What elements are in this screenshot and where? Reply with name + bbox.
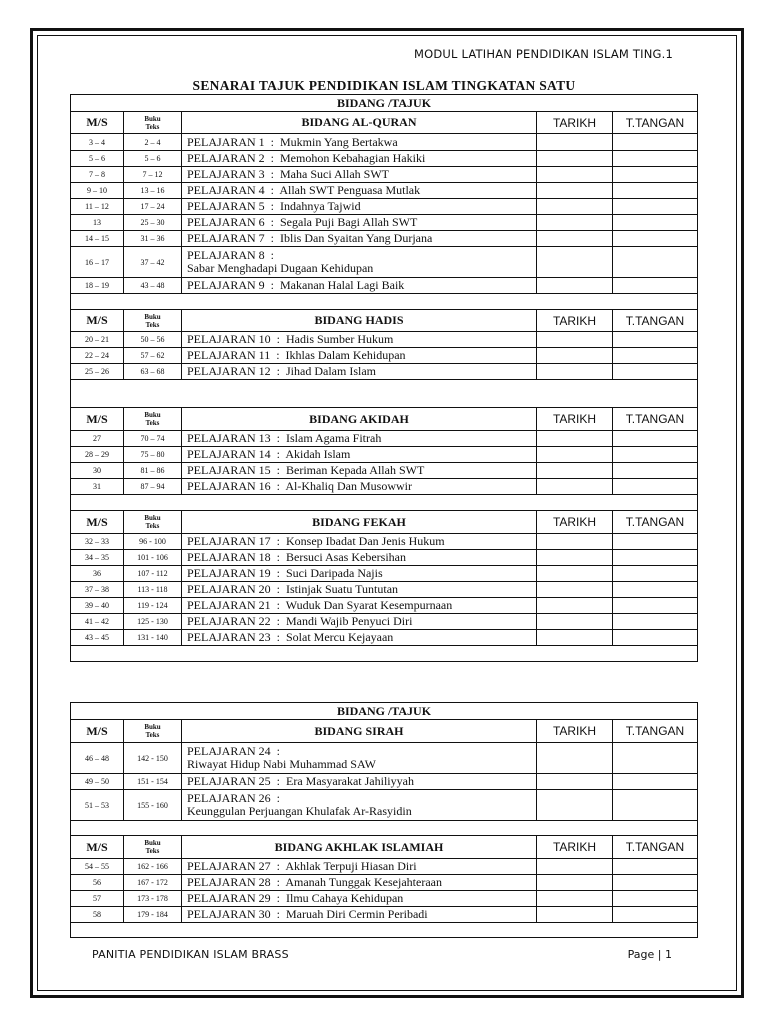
lesson-cell: PELAJARAN 14 : Akidah Islam: [181, 447, 536, 462]
buku-teks-header: [123, 310, 181, 331]
ms-cell: 34 – 35: [85, 553, 109, 562]
teks-label: Teks: [145, 419, 160, 427]
ms-cell: 39 – 40: [85, 601, 109, 610]
buku-cell: 173 - 178: [123, 891, 181, 906]
table-row: [71, 347, 697, 363]
spacer-row: [71, 293, 697, 309]
ttangan-cell: [612, 479, 697, 494]
ttangan-cell: [612, 875, 697, 890]
table-row: [71, 198, 697, 214]
lesson-cell: PELAJARAN 17 : Konsep Ibadat Dan Jenis Hukum: [181, 534, 536, 549]
ttangan-cell: [612, 630, 697, 645]
buku-label: Buku: [144, 312, 161, 321]
blank-cell: [71, 495, 697, 510]
section-title: BIDANG AKHLAK ISLAMIAH: [181, 836, 536, 858]
ttangan-cell: [612, 151, 697, 166]
ttangan-header: T.TANGAN: [612, 511, 697, 533]
section-header-row: [71, 510, 697, 533]
tarikh-cell: [536, 364, 612, 379]
tarikh-header: TARIKH: [536, 511, 612, 533]
ttangan-cell: [612, 278, 697, 293]
ms-cell: 3 – 4: [89, 137, 105, 147]
blank-cell: [71, 380, 697, 407]
ms-cell: 9 – 10: [87, 186, 107, 195]
buku-cell: 101 - 106: [123, 550, 181, 565]
lesson-cell: PELAJARAN 6 : Segala Puji Bagi Allah SWT: [181, 215, 536, 230]
lesson-cell: PELAJARAN 5 : Indahnya Tajwid: [181, 199, 536, 214]
section-title: BIDANG AL-QURAN: [181, 112, 536, 133]
buku-cell: 81 – 86: [123, 463, 181, 478]
buku-cell: 37 – 42: [123, 247, 181, 277]
lesson-cell: PELAJARAN 7 : Iblis Dan Syaitan Yang Durjana: [181, 231, 536, 246]
ms-cell: 56: [93, 878, 101, 887]
ms-cell: 37 – 38: [85, 585, 109, 594]
lesson-line-2: Keunggulan Perjuangan Khulafak Ar-Rasyidin: [187, 804, 412, 818]
lesson-line-2: Sabar Menghadapi Dugaan Kehidupan: [187, 261, 374, 275]
ms-cell: 32 – 33: [85, 537, 109, 546]
topic-table-1: [70, 94, 698, 662]
lesson-cell: PELAJARAN 16 : Al-Khaliq Dan Musowwir: [181, 479, 536, 494]
lesson-line-1: PELAJARAN 8 :: [187, 248, 275, 262]
module-header: MODUL LATIHAN PENDIDIKAN ISLAM TING.1: [413, 47, 673, 61]
tarikh-header: TARIKH: [536, 720, 612, 742]
table-row: [71, 629, 697, 645]
tarikh-cell: [536, 907, 612, 922]
lesson-cell: PELAJARAN 2 : Memohon Kebahagian Hakiki: [181, 151, 536, 166]
ttangan-cell: [612, 364, 697, 379]
ttangan-cell: [612, 891, 697, 906]
ttangan-cell: [612, 183, 697, 198]
tarikh-cell: [536, 550, 612, 565]
buku-cell: 119 - 124: [123, 598, 181, 613]
buku-cell: 131 - 140: [123, 630, 181, 645]
section-title: BIDANG AKIDAH: [181, 408, 536, 430]
lesson-cell: PELAJARAN 21 : Wuduk Dan Syarat Kesempurnaan: [181, 598, 536, 613]
tarikh-cell: [536, 348, 612, 363]
buku-label: Buku: [144, 839, 161, 847]
table-row: [71, 565, 697, 581]
ttangan-cell: [612, 566, 697, 581]
ms-cell: 18 – 19: [85, 281, 109, 290]
teks-label: Teks: [145, 847, 160, 855]
buku-label: Buku: [144, 114, 161, 123]
table-row: [71, 773, 697, 789]
section-header-row: [71, 111, 697, 133]
ms-cell: 46 – 48: [85, 753, 109, 763]
section-title: BIDANG HADIS: [181, 310, 536, 331]
ttangan-cell: [612, 774, 697, 789]
buku-cell: 167 - 172: [123, 875, 181, 890]
lesson-cell: [181, 247, 536, 277]
buku-teks-header: [123, 836, 181, 858]
lesson-cell: PELAJARAN 10 : Hadis Sumber Hukum: [181, 332, 536, 347]
ms-cell: 20 – 21: [85, 335, 109, 344]
ms-cell: 41 – 42: [85, 617, 109, 626]
buku-cell: 70 – 74: [123, 431, 181, 446]
ttangan-header: T.TANGAN: [612, 836, 697, 858]
spacer-row: [71, 379, 697, 407]
ttangan-cell: [612, 134, 697, 150]
table-row: [71, 363, 697, 379]
ttangan-cell: [612, 332, 697, 347]
tarikh-cell: [536, 199, 612, 214]
buku-cell: 125 - 130: [123, 614, 181, 629]
buku-teks-header: [123, 408, 181, 430]
lesson-cell: PELAJARAN 12 : Jihad Dalam Islam: [181, 364, 536, 379]
ms-header: M/S: [86, 723, 108, 738]
spacer-row: [71, 645, 697, 661]
footer-page-number: Page | 1: [627, 948, 672, 961]
ms-cell: 31: [93, 482, 101, 491]
ttangan-cell: [612, 743, 697, 773]
ms-cell: 54 – 55: [85, 862, 109, 871]
lesson-cell: [181, 790, 536, 820]
table-row: [71, 533, 697, 549]
buku-cell: 43 – 48: [123, 278, 181, 293]
lesson-cell: PELAJARAN 30 : Maruah Diri Cermin Peribadi: [181, 907, 536, 922]
buku-label: Buku: [144, 514, 161, 522]
ms-cell: 36: [93, 569, 101, 578]
tarikh-header: TARIKH: [536, 310, 612, 331]
table-row: [71, 613, 697, 629]
tarikh-cell: [536, 231, 612, 246]
table-row: [71, 133, 697, 150]
tarikh-cell: [536, 891, 612, 906]
buku-cell: 96 - 100: [123, 534, 181, 549]
buku-cell: 162 - 166: [123, 859, 181, 874]
footer-panel-name: PANITIA PENDIDIKAN ISLAM BRASS: [92, 948, 289, 961]
ms-cell: 16 – 17: [85, 257, 109, 267]
lesson-cell: PELAJARAN 4 : Allah SWT Penguasa Mutlak: [181, 183, 536, 198]
ttangan-header: T.TANGAN: [612, 112, 697, 133]
ttangan-cell: [612, 231, 697, 246]
ms-cell: 11 – 12: [85, 202, 109, 211]
ttangan-header: T.TANGAN: [612, 720, 697, 742]
ttangan-cell: [612, 790, 697, 820]
tarikh-header: TARIKH: [536, 836, 612, 858]
ttangan-cell: [612, 582, 697, 597]
table-row: [71, 478, 697, 494]
tarikh-cell: [536, 151, 612, 166]
table-row: [71, 581, 697, 597]
table-row: [71, 277, 697, 293]
ms-cell: 57: [93, 894, 101, 903]
tarikh-cell: [536, 790, 612, 820]
ttangan-cell: [612, 550, 697, 565]
table-row: [71, 166, 697, 182]
buku-cell: 2 – 4: [123, 134, 181, 150]
section-title: BIDANG SIRAH: [181, 720, 536, 742]
tarikh-cell: [536, 447, 612, 462]
tarikh-cell: [536, 183, 612, 198]
table-row: [71, 246, 697, 277]
ttangan-cell: [612, 614, 697, 629]
bidang-tajuk-row: [71, 703, 697, 719]
lesson-line-1: PELAJARAN 26 :: [187, 791, 281, 805]
ttangan-cell: [612, 199, 697, 214]
lesson-cell: PELAJARAN 19 : Suci Daripada Najis: [181, 566, 536, 581]
lesson-line-2: Riwayat Hidup Nabi Muhammad SAW: [187, 757, 377, 771]
buku-cell: 5 – 6: [123, 151, 181, 166]
tarikh-cell: [536, 598, 612, 613]
buku-teks-header: [123, 720, 181, 742]
tarikh-cell: [536, 743, 612, 773]
tarikh-header: TARIKH: [536, 112, 612, 133]
buku-cell: 113 - 118: [123, 582, 181, 597]
buku-cell: 7 – 12: [123, 167, 181, 182]
tarikh-cell: [536, 134, 612, 150]
tarikh-cell: [536, 215, 612, 230]
table-row: [71, 906, 697, 922]
lesson-cell: PELAJARAN 28 : Amanah Tunggak Kesejahteraan: [181, 875, 536, 890]
ms-cell: 14 – 15: [85, 234, 109, 243]
lesson-cell: PELAJARAN 18 : Bersuci Asas Kebersihan: [181, 550, 536, 565]
buku-cell: 155 - 160: [123, 790, 181, 820]
table-row: [71, 742, 697, 773]
lesson-cell: PELAJARAN 11 : Ikhlas Dalam Kehidupan: [181, 348, 536, 363]
lesson-cell: PELAJARAN 29 : Ilmu Cahaya Kehidupan: [181, 891, 536, 906]
table-row: [71, 331, 697, 347]
ttangan-cell: [612, 348, 697, 363]
spacer-row: [71, 922, 697, 937]
buku-teks-header: [123, 511, 181, 533]
buku-cell: 75 – 80: [123, 447, 181, 462]
ttangan-cell: [612, 907, 697, 922]
section-header-row: [71, 309, 697, 331]
tarikh-cell: [536, 582, 612, 597]
buku-cell: 151 - 154: [123, 774, 181, 789]
lesson-cell: PELAJARAN 9 : Makanan Halal Lagi Baik: [181, 278, 536, 293]
table-row: [71, 462, 697, 478]
lesson-cell: PELAJARAN 22 : Mandi Wajib Penyuci Diri: [181, 614, 536, 629]
ms-cell: 7 – 8: [89, 170, 105, 179]
teks-label: Teks: [145, 320, 160, 329]
lesson-cell: PELAJARAN 13 : Islam Agama Fitrah: [181, 431, 536, 446]
ttangan-header: T.TANGAN: [612, 310, 697, 331]
ms-cell: 58: [93, 910, 101, 919]
buku-cell: 63 – 68: [123, 364, 181, 379]
tarikh-cell: [536, 167, 612, 182]
ms-cell: 49 – 50: [85, 777, 109, 786]
ttangan-cell: [612, 431, 697, 446]
table-row: [71, 874, 697, 890]
ms-cell: 43 – 45: [85, 633, 109, 642]
section-header-row: [71, 835, 697, 858]
ms-cell: 30: [93, 466, 101, 475]
ms-header: M/S: [86, 313, 108, 327]
table-row: [71, 597, 697, 613]
lesson-cell: PELAJARAN 23 : Solat Mercu Kejayaan: [181, 630, 536, 645]
tarikh-cell: [536, 247, 612, 277]
buku-cell: 13 – 16: [123, 183, 181, 198]
table-row: [71, 430, 697, 446]
tarikh-cell: [536, 463, 612, 478]
buku-cell: 31 – 36: [123, 231, 181, 246]
spacer-row: [71, 494, 697, 510]
teks-label: Teks: [145, 522, 160, 530]
table-row: [71, 230, 697, 246]
buku-teks-header: [123, 112, 181, 133]
lesson-cell: PELAJARAN 15 : Beriman Kepada Allah SWT: [181, 463, 536, 478]
table-row: [71, 549, 697, 565]
lesson-cell: PELAJARAN 25 : Era Masyarakat Jahiliyyah: [181, 774, 536, 789]
tarikh-header: TARIKH: [536, 408, 612, 430]
buku-cell: 87 – 94: [123, 479, 181, 494]
section-header-row: [71, 407, 697, 430]
table-row: [71, 789, 697, 820]
tarikh-cell: [536, 431, 612, 446]
ttangan-cell: [612, 167, 697, 182]
table-row: [71, 890, 697, 906]
ttangan-cell: [612, 534, 697, 549]
buku-label: Buku: [144, 723, 161, 731]
ms-cell: 27: [93, 434, 101, 443]
ms-header: M/S: [86, 839, 108, 854]
ttangan-cell: [612, 447, 697, 462]
lesson-cell: PELAJARAN 3 : Maha Suci Allah SWT: [181, 167, 536, 182]
tarikh-cell: [536, 566, 612, 581]
section-header-row: [71, 719, 697, 742]
teks-label: Teks: [145, 122, 160, 131]
ttangan-cell: [612, 463, 697, 478]
document-title: SENARAI TAJUK PENDIDIKAN ISLAM TINGKATAN SATU: [192, 78, 576, 93]
table-row: [71, 446, 697, 462]
buku-cell: 179 - 184: [123, 907, 181, 922]
ms-cell: 13: [93, 218, 101, 227]
ms-cell: 25 – 26: [85, 367, 109, 376]
section-title: BIDANG FEKAH: [181, 511, 536, 533]
ms-header: M/S: [86, 115, 108, 129]
tarikh-cell: [536, 534, 612, 549]
lesson-cell: [181, 743, 536, 773]
ms-cell: 22 – 24: [85, 351, 109, 360]
ms-cell: 28 – 29: [85, 450, 109, 459]
blank-cell: [71, 821, 697, 835]
lesson-cell: PELAJARAN 1 : Mukmin Yang Bertakwa: [181, 134, 536, 150]
table-row: [71, 150, 697, 166]
tarikh-cell: [536, 630, 612, 645]
bidang-tajuk-heading: BIDANG /TAJUK: [336, 703, 432, 718]
buku-label: Buku: [144, 411, 161, 419]
ttangan-cell: [612, 598, 697, 613]
buku-cell: 142 - 150: [123, 743, 181, 773]
tarikh-cell: [536, 859, 612, 874]
topic-table-2: [70, 702, 698, 938]
ttangan-header: T.TANGAN: [612, 408, 697, 430]
tarikh-cell: [536, 774, 612, 789]
buku-cell: 25 – 30: [123, 215, 181, 230]
buku-cell: 50 – 56: [123, 332, 181, 347]
lesson-cell: PELAJARAN 20 : Istinjak Suatu Tuntutan: [181, 582, 536, 597]
lesson-line-1: PELAJARAN 24 :: [187, 744, 281, 758]
tarikh-cell: [536, 332, 612, 347]
ms-header: M/S: [86, 514, 108, 529]
buku-cell: 17 – 24: [123, 199, 181, 214]
blank-cell: [71, 294, 697, 309]
spacer-row: [71, 820, 697, 835]
table-row: [71, 182, 697, 198]
ttangan-cell: [612, 247, 697, 277]
tarikh-cell: [536, 875, 612, 890]
blank-cell: [71, 923, 697, 937]
ttangan-cell: [612, 859, 697, 874]
bidang-tajuk-row: [71, 95, 697, 111]
bidang-tajuk-heading: BIDANG /TAJUK: [336, 95, 432, 110]
lesson-cell: PELAJARAN 27 : Akhlak Terpuji Hiasan Diri: [181, 859, 536, 874]
buku-cell: 107 - 112: [123, 566, 181, 581]
table-row: [71, 214, 697, 230]
tarikh-cell: [536, 614, 612, 629]
table-row: [71, 858, 697, 874]
ms-cell: 5 – 6: [89, 154, 105, 163]
buku-cell: 57 – 62: [123, 348, 181, 363]
blank-cell: [71, 646, 697, 661]
ms-cell: 51 – 53: [85, 800, 109, 810]
tarikh-cell: [536, 278, 612, 293]
teks-label: Teks: [145, 731, 160, 739]
ms-header: M/S: [86, 411, 108, 426]
ttangan-cell: [612, 215, 697, 230]
tarikh-cell: [536, 479, 612, 494]
